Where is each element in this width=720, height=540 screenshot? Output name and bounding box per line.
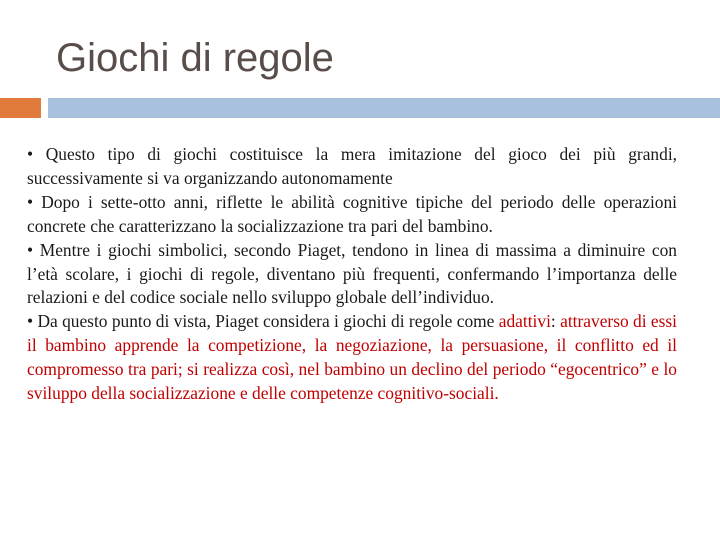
title-rule-bar [48, 98, 720, 118]
bullet-paragraph [27, 310, 677, 406]
highlighted-text: attraverso di essi il bambino apprende la competizione, la negoziazione, la persuasione, il conflitto ed il compromesso tra pari; si realizza così, nel bambino un declino del periodo “egocentrico” e lo sviluppo della socializzazione e delle competenze cognitivo-sociali. [27, 311, 677, 404]
bullet-paragraph [27, 143, 677, 191]
highlighted-term: adattivi [498, 311, 551, 332]
bullet-text: • Mentre i giochi simbolici, secondo Piaget, tendono in linea di massima a diminuire con l’età scolare, i giochi di regole, diventano più frequenti, confermando l’importanza delle relazioni e del codice sociale nello sviluppo globale dell’individuo. [27, 239, 677, 308]
bullet-text: • Da questo punto di vista, Piaget considera i giochi di regole come [27, 311, 499, 332]
bullet-text: • Questo tipo di giochi costituisce la mera imitazione del gioco dei più grandi, successivamente si va organizzando autonomamente [27, 144, 677, 188]
accent-bar [0, 98, 41, 118]
slide-body [27, 143, 677, 406]
bullet-paragraph [27, 191, 677, 239]
slide-title: Giochi di regole [56, 36, 334, 80]
bullet-text: • Dopo i sette-otto anni, riflette le abilità cognitive tipiche del periodo delle operazioni concrete che caratterizzano la socializzazione tra pari del bambino. [27, 191, 677, 236]
bullet-paragraph [27, 239, 677, 311]
bullet-text: : [550, 311, 561, 332]
